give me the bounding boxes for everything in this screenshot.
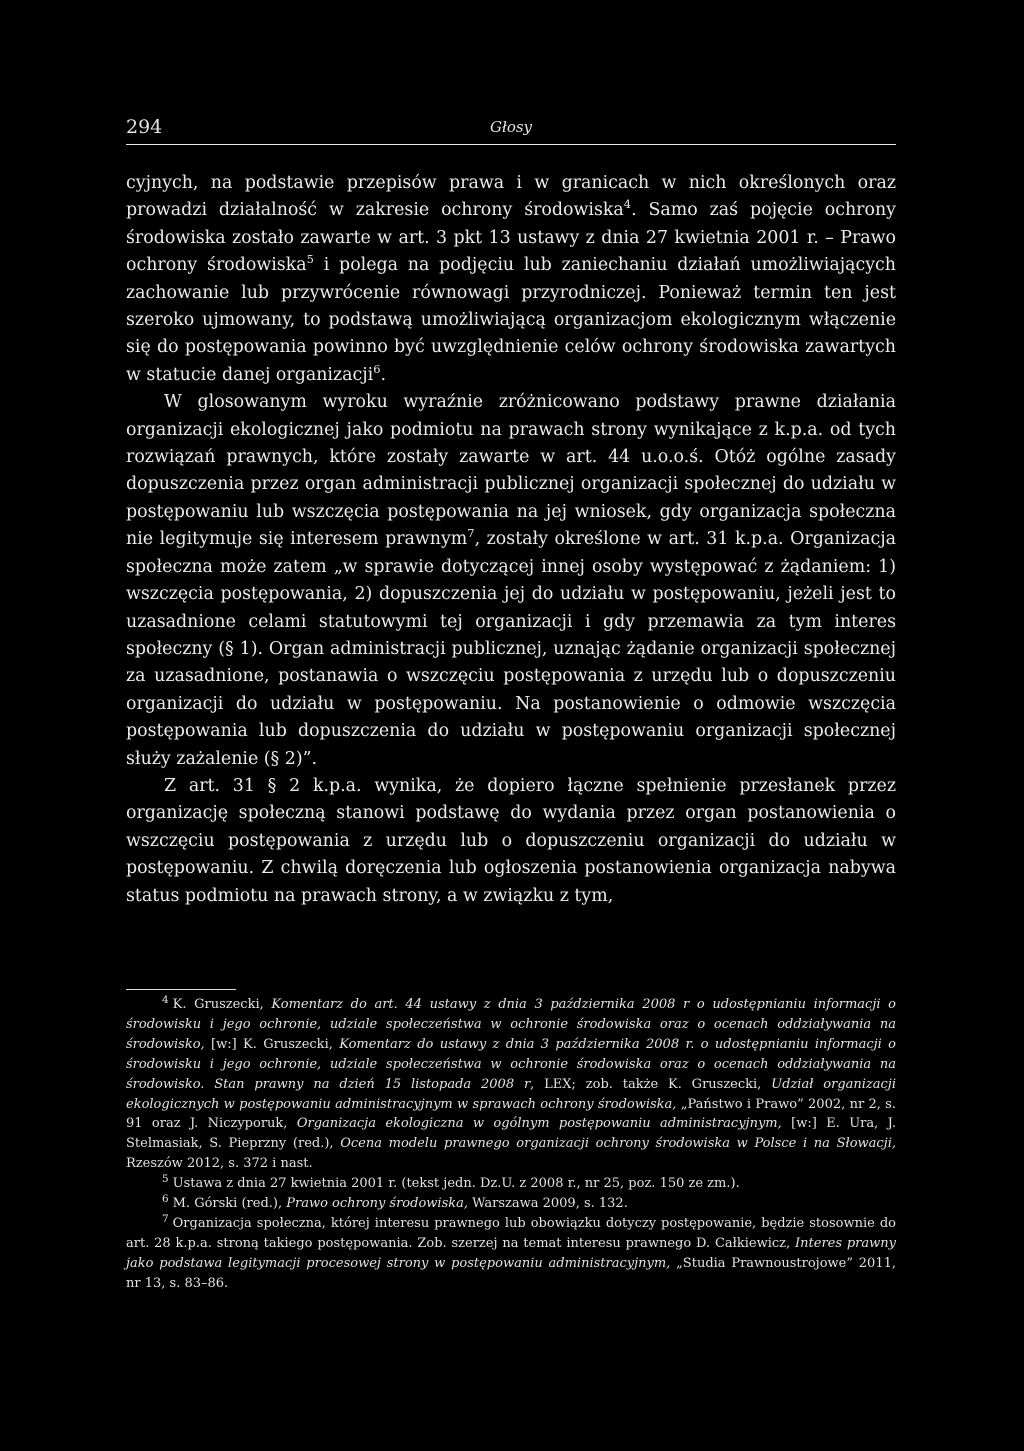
main-text [126, 170, 896, 910]
text-run: „Studia Prawnoustrojowe” 2011, nr 13, s. 83–86. [126, 1255, 896, 1291]
italic-title: Komentarz do art. 44 ustawy z dnia 3 października 2008 r o udostępnianiu informacji o środowisku i jego ochronie, udziale społeczeństwa w ochronie środowiska oraz o ocenach oddziaływania na środowisko, [126, 997, 896, 1052]
paragraph-3: Z art. 31 § 2 k.p.a. wynika, że dopiero łączne spełnienie przesłanek przez organizację społeczną stanowi podstawę do wydania przez organ postanowienia o wszczęciu postępowania z urzędu lub o dopuszczeniu organizacji do udziału w postępowaniu. Z chwilą doręczenia lub ogłoszenia postanowienia organizacja nabywa status podmiotu na prawach strony, a w związku z tym, [126, 775, 896, 906]
footnote-ref-7: 7 [467, 526, 475, 541]
italic-title: Prawo ochrony środowiska, [286, 1196, 468, 1212]
footnote-ref-5: 5 [306, 252, 314, 267]
footnote-number: 5 [162, 1173, 169, 1186]
text-run: „Państwo i Prawo” 2002, nr 2, s. 91 oraz J. Niczyporuk, [126, 1096, 896, 1132]
text-run: [w:] K. Gruszecki, [204, 1036, 340, 1052]
paragraph-1 [126, 170, 896, 389]
footnote-ref-6: 6 [373, 361, 381, 376]
page-header [126, 114, 896, 145]
running-title: Głosy [489, 118, 533, 136]
italic-title: Interes prawny jako podstawa legitymacji procesowej strony w postępowaniu administracyjnym, [126, 1235, 896, 1271]
italic-title: Komentarz do ustawy z dnia 3 października 2008 r. o udostępnianiu informacji o środowisku i jego ochronie, udziale społeczeństwa w ochronie środowiska oraz o ocenach oddziaływania na środowisko. Stan prawny na dzień 15 listopada 2008 r [126, 1036, 896, 1092]
italic-title: Ocena modelu prawnego organizacji ochrony środowiska w Polsce i na Słowacji, [340, 1136, 896, 1152]
page-number: 294 [126, 116, 163, 138]
footnote-number: 4 [162, 994, 169, 1007]
footnote-separator [126, 989, 236, 990]
text-run: . Samo zaś pojęcie ochrony środowiska zostało zawarte w art. 3 pkt 13 ustawy z dnia 27 kwietnia 2001 r. – Prawo ochrony środowiska [126, 200, 896, 276]
text-run: Ustawa z dnia 27 kwietnia 2001 r. (tekst jedn. Dz.U. z 2008 r., nr 25, poz. 150 ze zm.). [172, 1176, 740, 1192]
footnotes [126, 995, 896, 1294]
italic-title: Organizacja ekologiczna w ogólnym postępowaniu administracyjnym, [296, 1116, 782, 1132]
footnote-7 [126, 1214, 896, 1294]
footnote-number: 6 [162, 1193, 169, 1206]
footnote-number: 7 [162, 1213, 169, 1226]
text-run: . [380, 364, 387, 385]
text-run: [w:] E. Ura, J. Stelmasiak, S. Pieprzny (red.), [126, 1116, 896, 1152]
text-run: Warszawa 2009, s. 132. [468, 1196, 628, 1212]
italic-title: Udział organizacji ekologicznych w postępowaniu administracyjnym w sprawach ochrony środowiska, [126, 1076, 896, 1112]
text-run: cyjnych, na podstawie przepisów prawa i w granicach w nich określonych oraz prowadzi działalność w zakresie ochrony środowiska [126, 173, 896, 221]
text-run: i polega na podjęciu lub zaniechaniu działań umożliwiających zachowanie lub przywrócenie równowagi przyrodniczej. Ponieważ termin ten jest szeroko ujmowany, to podstawą umożliwiającą organizacjom ekologicznym włączenie się do postępowania powinno być uwzględnienie celów ochrony środowiska zawartych w statucie danej organizacji [126, 255, 896, 385]
footnote-5 [126, 1174, 896, 1194]
text-run: , zostały określone w art. 31 k.p.a. Organizacja społeczna może zatem „w sprawie dotyczącej innej osoby występować z żądaniem: 1) wszczęcia postępowania, 2) dopuszczenia jej do udziału w postępowaniu, jeżeli jest to uzasadnione celami statutowymi tej organizacji i gdy przemawia za tym interes społeczny (§ 1). Organ administracji publicznej, uznając żądanie organizacji społecznej za uzasadnione, postanawia o wszczęciu postępowania z urzędu lub o dopuszczeniu organizacji do udziału w postępowaniu. Na postanowienie o odmowie wszczęcia postępowania lub dopuszczenia do udziału w postępowaniu organizacji społecznej służy zażalenie (§ 2)”. [126, 529, 896, 769]
paragraph-2 [126, 389, 896, 773]
footnote-ref-4: 4 [623, 197, 632, 212]
footnote-6 [126, 1194, 896, 1214]
text-run: K. Gruszecki, [172, 997, 272, 1012]
text-run: Rzeszów 2012, s. 372 i nast. [126, 1156, 313, 1172]
footnote-4 [126, 995, 896, 1174]
text-run: W glosowanym wyroku wyraźnie zróżnicowano podstawy prawne działania organizacji ekologicznej jako podmiotu na prawach strony wynikające z k.p.a. od tych rozwiązań prawnych, które zostały zawarte w art. 44 u.o.o.ś. Otóż ogólne zasady dopuszczenia przez organ administracji publicznej organizacji społecznej do udziału w postępowaniu lub wszczęcia postępowania na jej wniosek, gdy organizacja społeczna nie legitymuje się interesem prawnym [126, 392, 896, 550]
text-run: Organizacja społeczna, której interesu prawnego lub obowiązku dotyczy postępowanie, będzie stosownie do art. 28 k.p.a. stroną takiego postępowania. Zob. szerzej na temat interesu prawnego D. Całkiewicz, [126, 1215, 896, 1251]
text-run: M. Górski (red.), [172, 1196, 287, 1212]
text-run: , LEX; zob. także K. Gruszecki, [530, 1076, 772, 1092]
